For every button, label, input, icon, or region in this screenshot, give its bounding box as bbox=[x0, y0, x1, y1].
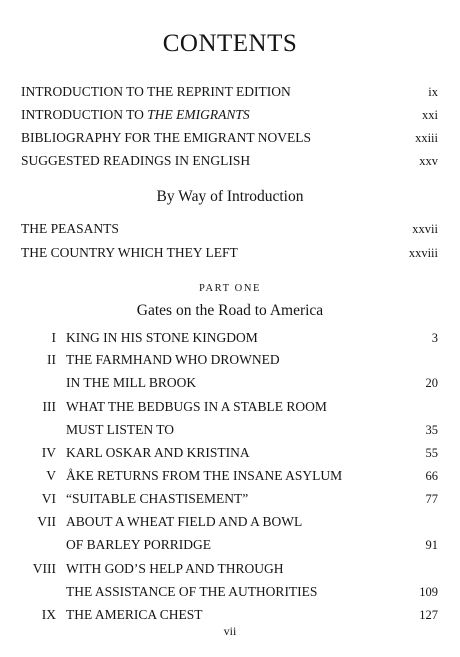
chapter-number: III bbox=[42, 399, 56, 414]
toc-entry bbox=[21, 245, 438, 261]
chapter-title-continued: IN THE MILL BROOK bbox=[66, 375, 197, 390]
chapter-page: 35 bbox=[425, 423, 438, 437]
chapter-entry bbox=[21, 607, 438, 623]
toc-entry bbox=[21, 84, 438, 100]
chapter-title: “SUITABLE CHASTISEMENT” bbox=[66, 491, 249, 506]
chapter-title: WITH GOD’S HELP AND THROUGH bbox=[66, 561, 284, 576]
entry-title-roman: INTRODUCTION TO bbox=[21, 107, 148, 122]
chapter-entry bbox=[21, 468, 438, 484]
chapter-entry bbox=[21, 514, 438, 530]
chapter-entry-continued bbox=[21, 375, 438, 391]
toc-entry bbox=[21, 153, 438, 169]
chapter-page: 20 bbox=[425, 376, 438, 390]
chapter-entry-continued bbox=[21, 422, 438, 438]
entry-title: SUGGESTED READINGS IN ENGLISH bbox=[21, 153, 251, 168]
chapter-page: 66 bbox=[425, 469, 438, 483]
chapter-number: VII bbox=[37, 514, 56, 529]
chapter-entry bbox=[21, 491, 438, 507]
entry-page: xxviii bbox=[408, 246, 438, 260]
entry-title: THE PEASANTS bbox=[21, 221, 119, 236]
entry-page: ix bbox=[428, 85, 438, 99]
chapter-number: II bbox=[47, 352, 56, 367]
chapter-number: VIII bbox=[32, 561, 56, 576]
entry-title: BIBLIOGRAPHY FOR THE EMIGRANT NOVELS bbox=[21, 130, 312, 145]
entry-page: xxvii bbox=[412, 222, 438, 236]
chapter-entry-continued bbox=[21, 537, 438, 553]
chapter-title: ABOUT A WHEAT FIELD AND A BOWL bbox=[66, 514, 303, 529]
chapter-entry bbox=[21, 445, 438, 461]
page-title: CONTENTS bbox=[162, 30, 298, 57]
entry-page: xxi bbox=[422, 108, 438, 122]
chapter-title: WHAT THE BEDBUGS IN A STABLE ROOM bbox=[66, 399, 327, 414]
chapter-title: KING IN HIS STONE KINGDOM bbox=[66, 330, 258, 345]
entry-title bbox=[21, 107, 422, 123]
chapter-title: KARL OSKAR AND KRISTINA bbox=[66, 445, 250, 460]
chapter-title: THE FARMHAND WHO DROWNED bbox=[66, 352, 280, 367]
chapter-title-continued: MUST LISTEN TO bbox=[66, 422, 175, 437]
toc-entry bbox=[21, 130, 438, 146]
chapter-page: 109 bbox=[419, 585, 438, 599]
chapter-entry bbox=[21, 399, 438, 415]
folio-page-number: vii bbox=[223, 624, 237, 638]
chapter-entry-continued bbox=[21, 584, 438, 600]
chapter-number: IX bbox=[41, 607, 56, 622]
entry-title-italic: THE EMIGRANTS bbox=[147, 107, 250, 122]
chapter-title: THE AMERICA CHEST bbox=[66, 607, 203, 622]
entry-page: xxiii bbox=[415, 131, 438, 145]
chapter-page: 127 bbox=[419, 608, 438, 622]
entry-page: xxv bbox=[419, 154, 438, 168]
chapter-number: I bbox=[51, 330, 56, 345]
chapter-title-continued: THE ASSISTANCE OF THE AUTHORITIES bbox=[66, 584, 318, 599]
chapter-page: 3 bbox=[431, 331, 438, 345]
part-title: Gates on the Road to America bbox=[136, 302, 324, 319]
chapter-number: V bbox=[46, 468, 56, 483]
chapter-title: ÅKE RETURNS FROM THE INSANE ASYLUM bbox=[66, 468, 343, 483]
chapter-number: IV bbox=[41, 445, 56, 460]
toc-entry bbox=[21, 221, 438, 237]
chapter-title-continued: OF BARLEY PORRIDGE bbox=[66, 537, 212, 552]
toc-entry bbox=[21, 107, 438, 123]
part-label: PART ONE bbox=[198, 283, 262, 294]
section-heading: By Way of Introduction bbox=[156, 188, 304, 205]
chapter-entry bbox=[21, 330, 438, 346]
chapter-entry bbox=[21, 352, 438, 368]
chapter-entry bbox=[21, 561, 438, 577]
chapter-page: 91 bbox=[425, 538, 438, 552]
chapter-page: 55 bbox=[425, 446, 438, 460]
entry-title: INTRODUCTION TO THE REPRINT EDITION bbox=[21, 84, 291, 99]
chapter-number: VI bbox=[41, 491, 56, 506]
entry-title: THE COUNTRY WHICH THEY LEFT bbox=[21, 245, 238, 260]
chapter-page: 77 bbox=[425, 492, 438, 506]
